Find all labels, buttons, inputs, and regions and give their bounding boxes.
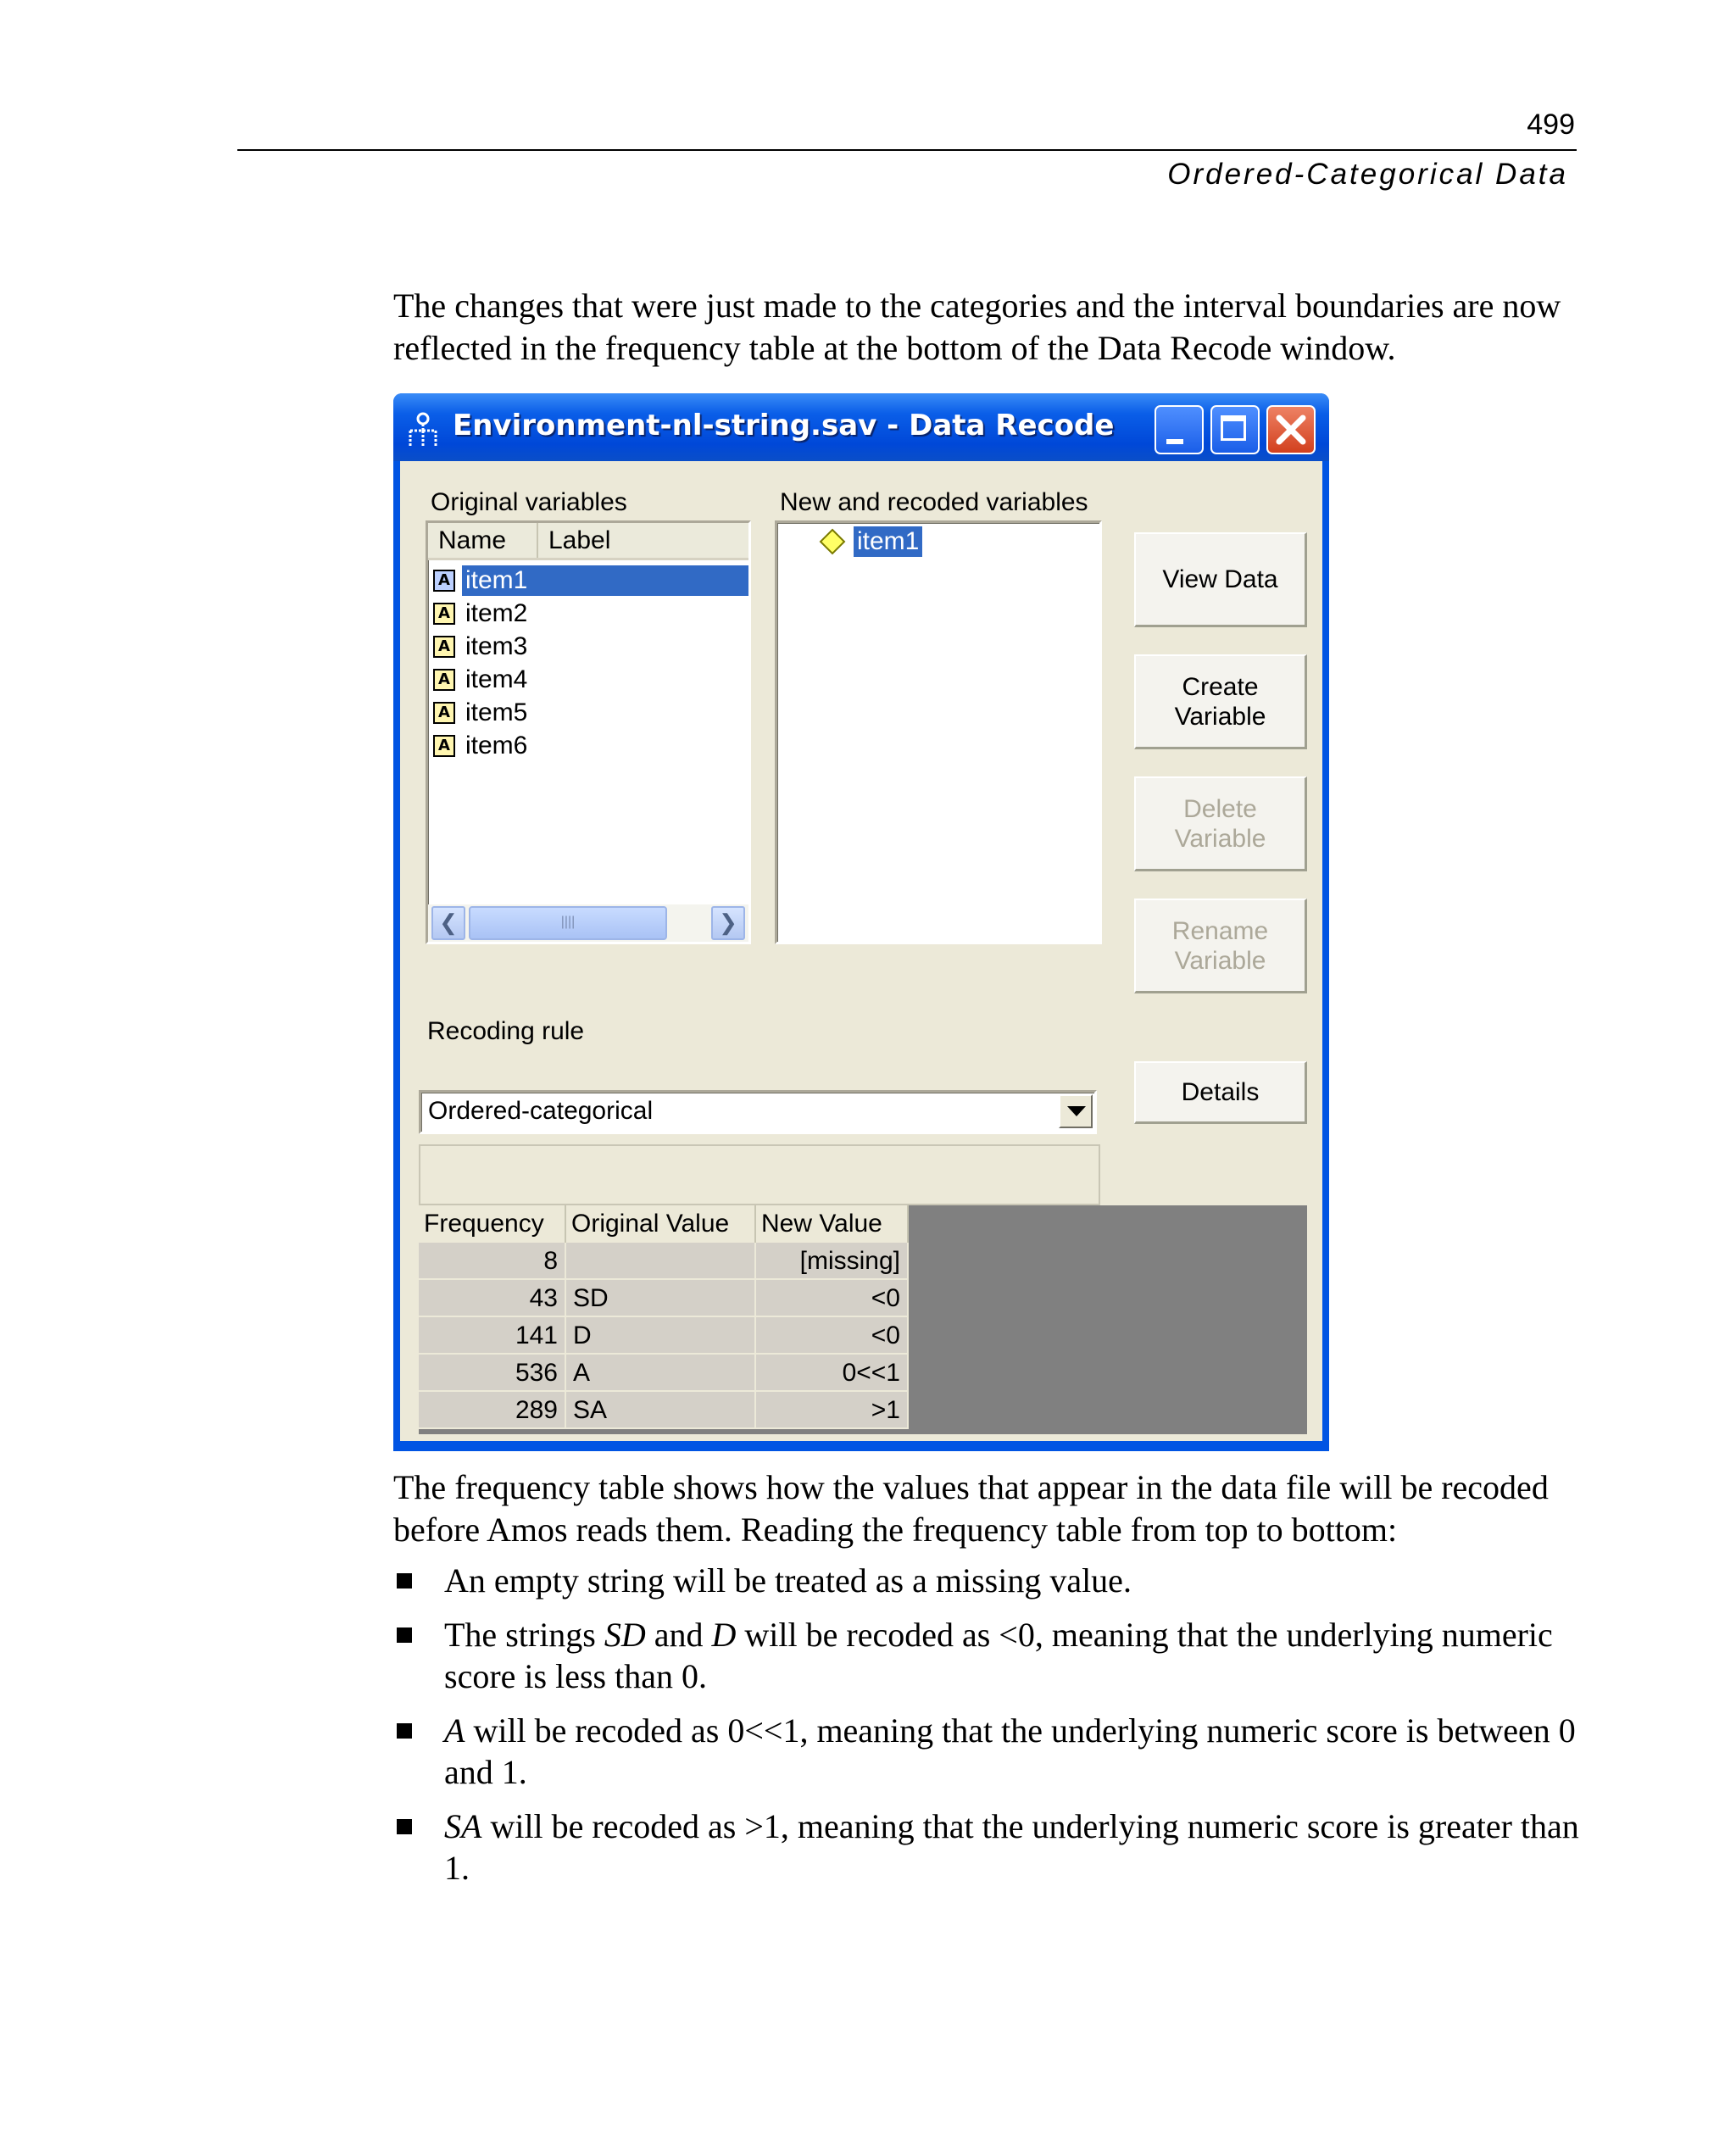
maximize-icon[interactable] (1210, 405, 1260, 454)
bullet-square-icon (397, 1723, 412, 1739)
view-data-button[interactable] (1134, 532, 1307, 627)
table-cell-new: <0 (756, 1317, 909, 1355)
scrollbar-thumb[interactable]: |||| (469, 906, 667, 940)
bullet-emphasis: A (444, 1711, 465, 1750)
bullet-text: An empty string will be treated as a missing value. (444, 1561, 1132, 1600)
bullet-list (393, 1560, 1580, 1901)
hierarchy-icon (403, 412, 442, 451)
table-cell-new: [missing] (756, 1243, 909, 1280)
bullet-item (393, 1710, 1580, 1793)
column-name-header[interactable]: Name (428, 523, 538, 558)
data-recode-window (393, 393, 1329, 1451)
rename-variable-label: Variable (1174, 946, 1266, 975)
bullet-text: The strings (444, 1616, 604, 1654)
delete-variable-button[interactable] (1134, 776, 1307, 871)
table-cell-frequency: 43 (419, 1280, 566, 1317)
original-variables-list[interactable] (426, 520, 751, 944)
new-variables-list[interactable] (775, 520, 1102, 944)
title-bar[interactable] (393, 393, 1329, 461)
list-item-label: item1 (854, 526, 922, 557)
bullet-text: and (645, 1616, 712, 1654)
scroll-left-icon[interactable]: ❮ (431, 906, 465, 940)
list-item[interactable] (433, 565, 748, 596)
table-cell-original: D (566, 1317, 756, 1355)
table-cell-original: SD (566, 1280, 756, 1317)
after-figure-paragraph: The frequency table shows how the values that appear in the data file will be recoded before Amos reads them. Reading the frequency table from top to bottom: (393, 1468, 1549, 1549)
original-variables-label: Original variables (431, 488, 627, 516)
list-item-label: item2 (465, 599, 528, 627)
create-variable-label: Create (1182, 672, 1259, 701)
bullet-text: will be recoded as 0<<1, meaning that the underlying numeric score is between 0 and 1. (444, 1711, 1576, 1791)
delete-variable-label: Variable (1174, 824, 1266, 853)
recoding-rule-label: Recoding rule (427, 1017, 585, 1045)
string-variable-icon: A (433, 603, 455, 625)
new-variables-label: New and recoded variables (780, 488, 1088, 516)
chevron-down-icon[interactable] (1059, 1094, 1093, 1128)
running-head: Ordered-Categorical Data (1167, 158, 1568, 191)
list-item-label: item6 (465, 732, 528, 759)
table-cell-original: A (566, 1355, 756, 1392)
list-item[interactable] (433, 598, 531, 629)
string-variable-icon: A (433, 570, 455, 592)
bullet-square-icon (397, 1573, 412, 1589)
bullet-item (393, 1806, 1580, 1889)
table-cell-new: <0 (756, 1280, 909, 1317)
bullet-emphasis: SA (444, 1807, 482, 1845)
list-item-label: item3 (465, 632, 528, 660)
list-item[interactable] (433, 731, 531, 761)
minimize-icon[interactable] (1155, 405, 1204, 454)
list-item[interactable] (433, 698, 531, 728)
bullet-emphasis: D (711, 1616, 737, 1654)
details-label: Details (1181, 1078, 1260, 1106)
bullet-emphasis: SD (604, 1616, 646, 1654)
frequency-header[interactable]: Frequency (419, 1205, 566, 1243)
page-number: 499 (1527, 108, 1575, 141)
rule-options-panel (419, 1144, 1100, 1205)
bullet-square-icon (397, 1627, 412, 1643)
list-item[interactable] (433, 632, 531, 662)
delete-variable-label: Delete (1183, 794, 1257, 823)
window-client (400, 461, 1322, 1441)
list-item[interactable] (433, 665, 531, 695)
create-variable-button[interactable] (1134, 654, 1307, 749)
view-data-label: View Data (1162, 565, 1278, 593)
column-label-header[interactable]: Label (548, 526, 611, 554)
intro-paragraph: The changes that were just made to the categories and the interval boundaries are now reflected in the frequency table at the bottom of the Data Recode window. (393, 287, 1561, 367)
table-cell-new: 0<<1 (756, 1355, 909, 1392)
string-variable-icon: A (433, 669, 455, 691)
table-cell-original: SA (566, 1392, 756, 1429)
table-cell-frequency: 8 (419, 1243, 566, 1280)
bullet-text: will be recoded as >1, meaning that the underlying numeric score is greater than 1. (444, 1807, 1579, 1887)
close-icon[interactable] (1266, 405, 1316, 454)
rename-variable-button[interactable] (1134, 899, 1307, 993)
list-header (428, 523, 748, 560)
frequency-table (419, 1205, 1307, 1434)
header-rule (237, 149, 1577, 151)
string-variable-icon: A (433, 735, 455, 757)
list-item-label: item4 (465, 665, 528, 693)
list-item[interactable] (818, 526, 922, 557)
scroll-right-icon[interactable]: ❯ (711, 906, 745, 940)
table-cell-frequency: 536 (419, 1355, 566, 1392)
string-variable-icon: A (433, 702, 455, 724)
table-cell-frequency: 289 (419, 1392, 566, 1429)
bullet-item (393, 1560, 1580, 1601)
details-button[interactable] (1134, 1061, 1307, 1124)
recoding-rule-value: Ordered-categorical (428, 1097, 654, 1125)
table-cell-new: >1 (756, 1392, 909, 1429)
list-item-label: item1 (462, 565, 748, 596)
string-variable-icon: A (433, 636, 455, 658)
rename-variable-label: Rename (1171, 916, 1269, 945)
bullet-square-icon (397, 1819, 412, 1834)
new-value-header[interactable]: New Value (756, 1205, 909, 1243)
list-item-label: item5 (465, 698, 528, 726)
window-title: Environment-nl-string.sav - Data Recode (453, 409, 1115, 442)
create-variable-label: Variable (1174, 702, 1266, 731)
original-value-header[interactable]: Original Value (566, 1205, 756, 1243)
table-cell-original (566, 1243, 756, 1280)
diamond-icon (818, 527, 847, 556)
bullet-text: will be recoded as <0, meaning that the underlying numeric score is less than 0. (444, 1616, 1553, 1695)
horizontal-scrollbar[interactable] (428, 904, 748, 942)
recoding-rule-select[interactable] (419, 1090, 1097, 1134)
bullet-item (393, 1614, 1580, 1697)
table-cell-frequency: 141 (419, 1317, 566, 1355)
